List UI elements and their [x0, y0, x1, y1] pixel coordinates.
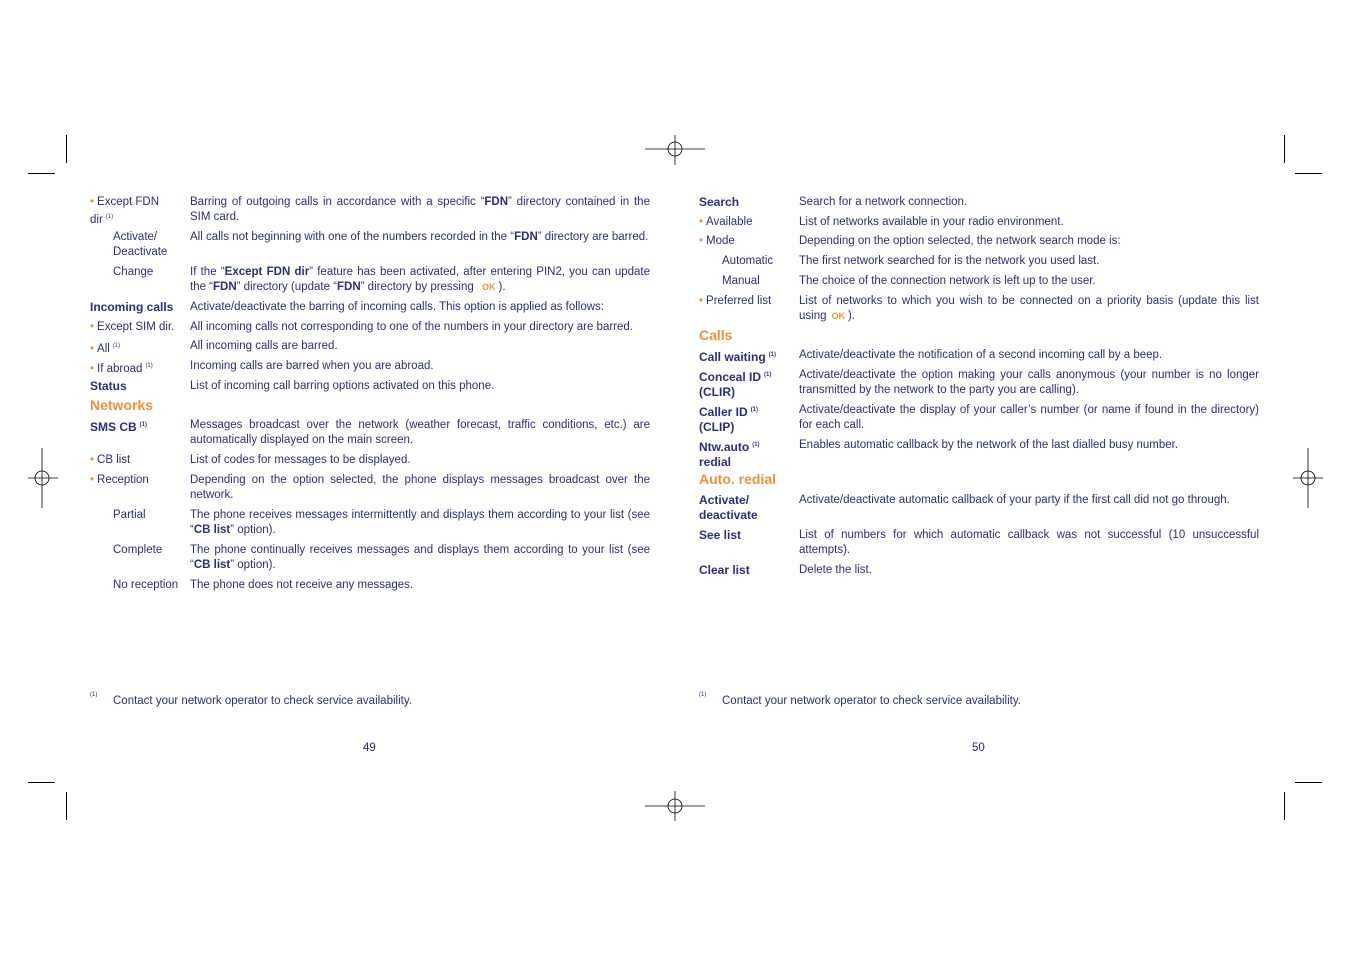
entry-label: • CB list [90, 454, 131, 466]
entry-if-abroad [90, 359, 650, 375]
entry-label: Partial [113, 509, 146, 521]
footnote [699, 692, 1259, 711]
page-number: 49 [363, 742, 376, 754]
entry-partial [90, 508, 650, 540]
entry-label: SMS CB $^{(1)}$ [90, 420, 148, 434]
entry-mode [699, 234, 1259, 250]
entry-description: Barring of outgoing calls in accordance with a specific “FDN” directory contained in the SIM card. [190, 196, 650, 223]
ok-key-icon: OK [481, 282, 496, 292]
registration-mark-top [645, 135, 705, 165]
entry-no-reception [90, 578, 650, 594]
bullet-icon: • [90, 321, 95, 333]
footnote-text: Contact your network operator to check service availability. [113, 695, 412, 707]
entry-label: No reception [113, 579, 179, 591]
entry-description: The phone receives messages intermittently and displays them according to your list (see “CB list” option). [190, 509, 650, 536]
entry-activate-deactivate [90, 230, 650, 262]
entry-description: All incoming calls are barred. [190, 340, 338, 352]
entry-description: The first network searched for is the network you used last. [799, 255, 1100, 267]
section-heading-auto-redial: Auto. redial [699, 471, 777, 487]
entry-description: Depending on the option selected, the phone displays messages broadcast over the network. [190, 474, 650, 501]
entry-label: • Reception [90, 474, 149, 486]
entry-except-sim-dir [90, 320, 650, 336]
footnote [90, 692, 650, 711]
crop-mark [1295, 173, 1322, 174]
entry-label: Change [113, 266, 154, 278]
entry-label: Status [90, 379, 127, 393]
bullet-icon: • [699, 216, 704, 228]
entry-label: • All $^{(1)}$ [90, 343, 121, 355]
entry-label: Incoming calls [90, 300, 174, 314]
entry-label: Manual [722, 275, 760, 287]
footnote-mark: (1) [699, 692, 707, 698]
entry-manual [699, 274, 1259, 290]
entry-label: Search [699, 195, 740, 209]
footnote-mark: (1) [90, 692, 98, 698]
section-heading-calls: Calls [699, 327, 733, 343]
entry-change [90, 265, 650, 297]
entry-description: Activate/deactivate the option making your calls anonymous (your number is no longer transmitted by the network to the party you are calling). [799, 369, 1259, 396]
entry-preferred-list [699, 294, 1259, 326]
footnote-text: Contact your network operator to check service availability. [722, 695, 1021, 707]
crop-mark [1284, 135, 1285, 163]
entry-description: Depending on the option selected, the network search mode is: [799, 235, 1121, 247]
entry-see-list [699, 528, 1259, 560]
entry-clear-list [699, 563, 1259, 579]
entry-label: • Preferred list [699, 295, 772, 307]
entry-description: All calls not beginning with one of the numbers recorded in the “FDN” directory are barred. [190, 231, 649, 243]
entry-all [90, 339, 650, 355]
entry-label: Automatic [722, 255, 774, 267]
entry-label: Clear list [699, 563, 750, 577]
page-number: 50 [972, 742, 985, 754]
entry-description: List of numbers for which automatic callback was not successful (10 unsuccessful attempts). [799, 529, 1259, 556]
entry-available [699, 215, 1259, 231]
bullet-icon: • [90, 454, 95, 466]
entry-label: • Except SIM dir. [90, 321, 175, 333]
ok-key-icon: OK [831, 311, 845, 321]
entry-description: Search for a network connection. [799, 196, 968, 208]
entry-cb-list [90, 453, 650, 469]
entry-description: List of incoming call barring options activated on this phone. [190, 380, 495, 392]
entry-description: Messages broadcast over the network (weather forecast, traffic conditions, etc.) are automatically displayed on the main screen. [190, 419, 650, 446]
entry-label: Conceal ID $^{(1)}$ (CLIR) [699, 370, 772, 399]
crop-mark [66, 135, 67, 163]
entry-label: • Mode [699, 235, 735, 247]
crop-mark [28, 173, 55, 174]
section-heading-networks: Networks [90, 397, 154, 413]
entry-label: Caller ID $^{(1)}$ (CLIP) [699, 405, 759, 434]
crop-mark [1284, 792, 1285, 820]
entry-sms-cb [90, 418, 650, 450]
bullet-icon: • [90, 474, 95, 486]
entry-description: The choice of the connection network is left up to the user. [799, 275, 1096, 287]
crop-mark [66, 792, 67, 820]
entry-description: List of networks available in your radio environment. [799, 216, 1064, 228]
entry-label: Activate/ Deactivate [113, 231, 168, 258]
registration-mark-bottom [645, 791, 705, 821]
entry-description: Activate/deactivate automatic callback of your party if the first call did not go through. [799, 494, 1230, 506]
bullet-icon: • [90, 363, 95, 375]
entry-status [90, 379, 650, 395]
entry-description: Activate/deactivate the barring of incoming calls. This option is applied as follows: [190, 301, 605, 313]
entry-label: See list [699, 528, 742, 542]
entry-complete [90, 543, 650, 575]
entry-caller-id [699, 403, 1259, 435]
entry-description: Activate/deactivate the notification of a second incoming call by a beep. [799, 349, 1163, 361]
entry-call-waiting [699, 348, 1259, 364]
entry-reception [90, 473, 650, 505]
entry-search [699, 195, 1259, 211]
entry-incoming-calls [90, 300, 650, 316]
entry-label: • Except FDN dir $^{(1)}$ [90, 196, 160, 226]
entry-activate-deactivate [699, 493, 1259, 525]
bullet-icon: • [699, 295, 704, 307]
crop-mark [28, 782, 55, 783]
entry-conceal-id [699, 368, 1259, 400]
entry-label: Activate/ deactivate [699, 493, 758, 522]
bullet-icon: • [699, 235, 704, 247]
entry-automatic [699, 254, 1259, 270]
registration-mark-right [1293, 448, 1323, 508]
entry-description: All incoming calls not corresponding to one of the numbers in your directory are barred. [190, 321, 633, 333]
entry-label: Ntw.auto $^{(1)}$ redial [699, 440, 760, 469]
entry-description: List of codes for messages to be displayed. [190, 454, 411, 466]
entry-description: The phone continually receives messages and displays them according to your list (see “CB list” option). [190, 544, 650, 571]
entry-description: Delete the list. [799, 564, 872, 576]
entry-description: Incoming calls are barred when you are abroad. [190, 360, 434, 372]
entry-label: • Available [699, 216, 753, 228]
registration-mark-left [28, 448, 58, 508]
entry-label: • If abroad $^{(1)}$ [90, 363, 153, 375]
entry-description: Enables automatic callback by the network of the last dialled busy number. [799, 439, 1179, 451]
crop-mark [1295, 782, 1322, 783]
entry-label: Call waiting $^{(1)}$ [699, 350, 777, 364]
bullet-icon: • [90, 196, 95, 208]
entry-label: Complete [113, 544, 163, 556]
entry-description: List of networks to which you wish to be connected on a priority basis (update this list using OK ). [799, 295, 1259, 322]
entry-description: The phone does not receive any messages. [190, 579, 414, 591]
entry-description: Activate/deactivate the display of your caller’s number (or name if found in the directory) for each call. [799, 404, 1259, 431]
entry-ntw-auto-redial [699, 438, 1259, 470]
entry-description: If the “Except FDN dir” feature has been activated, after entering PIN2, you can update the “FDN” directory (update “FDN” directory by pressing OK ). [190, 266, 650, 293]
bullet-icon: • [90, 343, 95, 355]
entry-except-fdn-dir [90, 195, 650, 227]
